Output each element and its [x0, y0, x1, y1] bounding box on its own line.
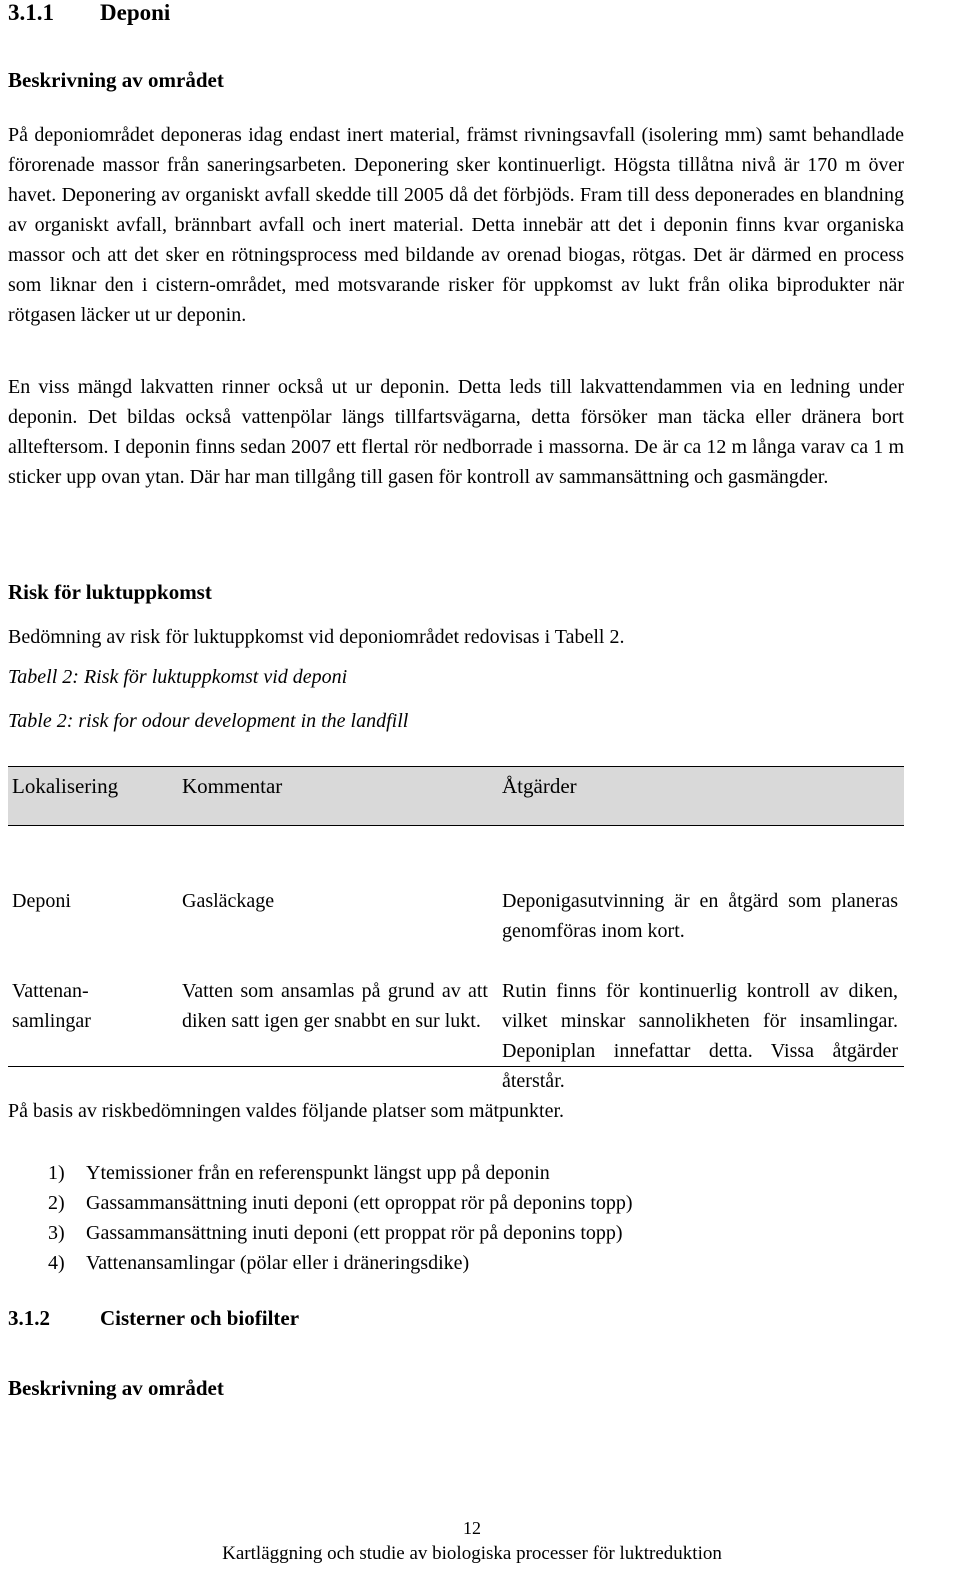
cell-comment: Vatten som ansamlas på grund av att diken satt igen ger snabbt en sur lukt. [182, 980, 488, 1032]
section-title: Cisterner och biofilter [100, 1306, 300, 1330]
page-number: 12 [463, 1518, 481, 1538]
header-comment: Kommentar [182, 774, 283, 798]
paragraph-landfill-description: På deponiområdet deponeras idag endast inert material, främst rivningsavfall (isolering mm) samt behandlade förorenade massor från saneringsarbeten. Deponering sker kontinuerligt. Högsta tillåtna nivå är 170 m över havet. Deponering av organiskt avfall skedde till 2005 då det förbjöds. Fram till dess deponerades en blandning av organiskt avfall, brännbart avfall och inert material. Detta innebär att det i deponin finns kvar organiska massor och att det sker en rötningsprocess med bildande av orenad biogas, rötgas. Det är därmed en process som liknar den i cistern-området, med motsvarande risker för uppkomst av lukt från olika biprodukter när rötgasen läcker ut ur deponin. [8, 124, 904, 326]
table-bottom-rule [8, 1066, 904, 1067]
table-caption-english: Table 2: risk for odour development in the landfill [8, 710, 409, 732]
cell-action: Deponigasutvinning är en åtgärd som planeras genomföras inom kort. [502, 890, 898, 942]
list-item: 3) Gassammansättning inuti deponi (ett proppat rör på deponins topp) [48, 1222, 623, 1244]
list-item: 4) Vattenansamlingar (pölar eller i dräneringsdike) [48, 1252, 470, 1274]
section-title: Deponi [100, 0, 171, 25]
footer-title: Kartläggning och studie av biologiska processer för luktreduktion [222, 1543, 722, 1564]
description-heading-2: Beskrivning av området [8, 1376, 224, 1400]
section-number: 3.1.2 [8, 1306, 50, 1330]
risk-table [8, 766, 904, 1092]
header-location: Lokalisering [12, 774, 119, 798]
risk-heading: Risk för luktuppkomst [8, 580, 212, 604]
list-item: 1) Ytemissioner från en referenspunkt längst upp på deponin [48, 1162, 550, 1184]
cell-comment: Gasläckage [182, 890, 275, 912]
cell-location: Deponi [12, 890, 71, 912]
section-number: 3.1.1 [8, 0, 54, 25]
table-caption-swedish: Tabell 2: Risk för luktuppkomst vid deponi [8, 666, 348, 688]
points-intro: På basis av riskbedömningen valdes följande platser som mätpunkter. [8, 1100, 564, 1122]
description-heading: Beskrivning av området [8, 68, 224, 92]
measurement-points-list [48, 1158, 633, 1278]
cell-action: Rutin finns för kontinuerlig kontroll av diken, vilket minskar sannolikheten för insamlingar. Deponiplan innefattar detta. Vissa åtgärder återstår. [502, 980, 898, 1092]
table-header-row [8, 766, 904, 826]
header-actions: Åtgärder [502, 774, 577, 798]
list-item: 2) Gassammansättning inuti deponi (ett oproppat rör på deponins topp) [48, 1192, 633, 1214]
section-heading-cisterns [8, 1306, 299, 1331]
cell-location: Vattenan-samlingar [12, 980, 91, 1032]
paragraph-leachate: En viss mängd lakvatten rinner också ut ur deponin. Detta leds till lakvattendammen via en ledning under deponin. Det bildas också vattenpölar längs tillfartsvägarna, detta försöker man täcka eller dränera bort allteftersom. I deponin finns sedan 2007 ett flertal rör nedborrade i massorna. De är ca 12 m långa varav ca 1 m sticker upp ovan ytan. Där har man tillgång till gasen för kontroll av sammansättning och gasmängder. [8, 376, 904, 488]
section-heading-deponi [8, 0, 170, 26]
risk-intro: Bedömning av risk för luktuppkomst vid deponiområdet redovisas i Tabell 2. [8, 626, 625, 648]
